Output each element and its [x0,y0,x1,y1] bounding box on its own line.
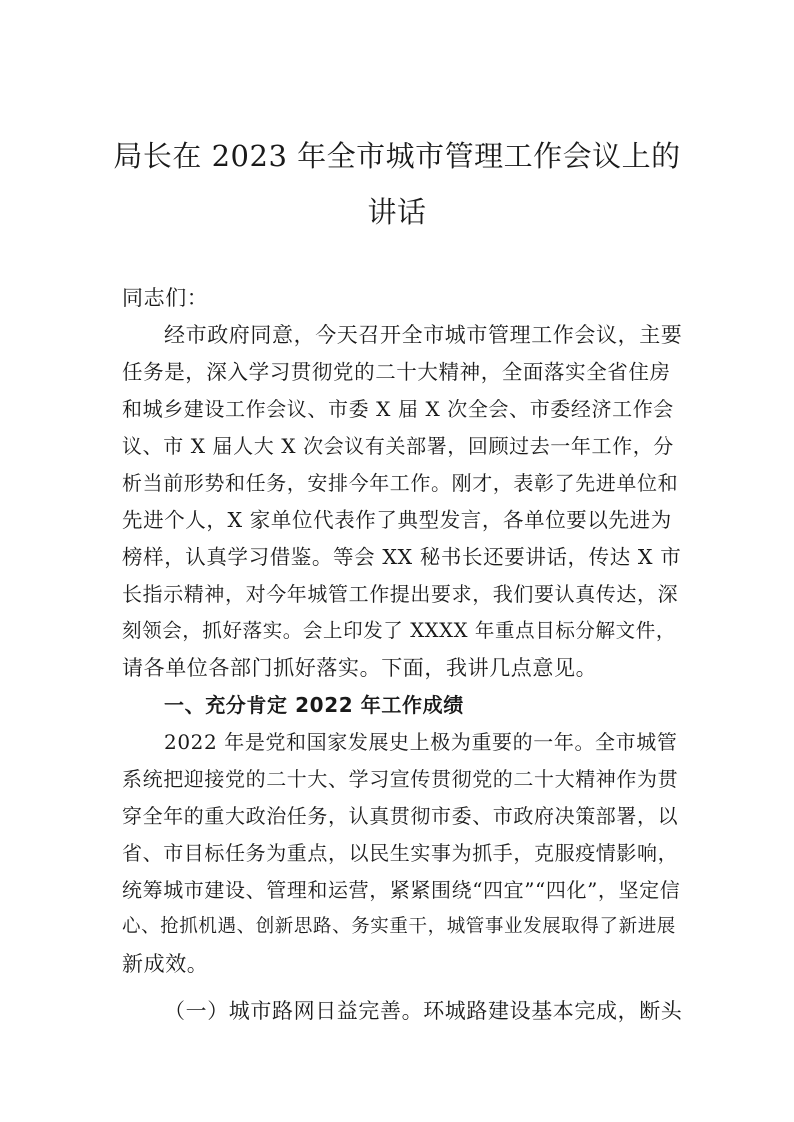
body-line: 任务是，深入学习贯彻党的二十大精神，全面落实全省住房 [122,360,671,384]
document-title-line-2: 讲话 [367,195,427,229]
subsection-line: （一）城市路网日益完善。环城路建设基本完成，断头 [164,999,683,1023]
body-line: 先进个人，X 家单位代表作了典型发言，各单位要以先进为 [122,508,672,532]
body-line: 议、市 X 届人大 X 次会议有关部署，回顾过去一年工作，分 [122,434,674,458]
document-title-line-1: 局长在 2023 年全市城市管理工作会议上的 [113,139,681,173]
body-line: 穿全年的重大政治任务，认真贯彻市委、市政府决策部署，以 [122,804,679,828]
body-line: 榜样，认真学习借鉴。等会 XX 秘书长还要讲话，传达 X 市 [122,545,682,569]
body-line: 省、市目标任务为重点，以民生实事为抓手，克服疫情影响， [122,841,679,865]
body-line: 析当前形势和任务，安排今年工作。刚才，表彰了先进单位和 [122,471,679,495]
body-line: 和城乡建设工作会议、市委 X 届 X 次全会、市委经济工作会 [122,397,674,421]
salutation: 同志们： [122,286,209,310]
body-line: 新成效。 [122,952,209,976]
body-line: 经市政府同意，今天召开全市城市管理工作会议，主要 [164,323,683,347]
body-line: 统筹城市建设、管理和运营，紧紧围绕“四宜”“四化”，坚定信 [122,878,681,902]
body-line: 刻领会，抓好落实。会上印发了 XXXX 年重点目标分解文件， [122,619,676,642]
body-line: 心、抢抓机遇、创新思路、务实重干，城管事业发展取得了新进展 [122,916,676,937]
body-line: 2022 年是党和国家发展史上极为重要的一年。全市城管 [164,730,678,754]
body-line: 系统把迎接党的二十大、学习宣传贯彻党的二十大精神作为贯 [122,767,679,791]
body-line: 长指示精神，对今年城管工作提出要求，我们要认真传达，深 [122,582,679,606]
section-heading: 一、充分肯定 2022 年工作成绩 [164,693,464,717]
body-line: 请各单位各部门抓好落实。下面，我讲几点意见。 [122,656,598,680]
